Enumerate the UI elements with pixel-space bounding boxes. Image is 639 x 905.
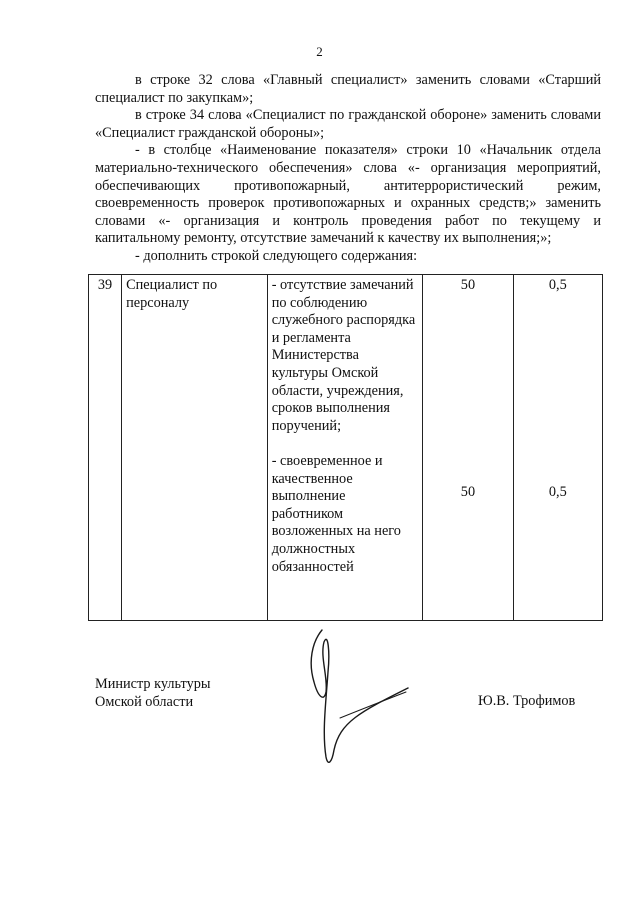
paragraph-3: - в столбце «Наименование показателя» строки 10 «Начальник отдела материально-технического обеспечения» слова «- организация мероприятий, обеспечивающих противопожарный, антитеррористический режим, своевременность проверок противопожарных и охранных средств;» заменить словами «- организация и контроль проведения работ по текущему и капитальному ремонту, отсутствие замечаний к качеству их выполнения;»;: [95, 142, 601, 247]
indicator-table: [88, 274, 603, 621]
position-cell: [122, 275, 268, 621]
signatory-title: [95, 676, 211, 711]
signatory-title-line-1: Министр культуры: [95, 676, 211, 692]
indicators-cell: [267, 275, 423, 621]
paragraph-1: в строке 32 слова «Главный специалист» заменить словами «Старший специалист по закупкам»;: [95, 72, 601, 106]
handwritten-signature: [300, 622, 420, 772]
paragraph-2: в строке 34 слова «Специалист по гражданской обороне» заменить словами «Специалист гражданской обороны»;: [95, 107, 601, 141]
indicator-2-value: 50: [460, 484, 476, 500]
table-row: [89, 275, 603, 621]
values-cell: [423, 275, 513, 621]
indicator-1-value: 50: [460, 277, 476, 293]
position-name: Специалист по персоналу: [126, 277, 218, 311]
amendment-text: [95, 72, 601, 266]
indicator-1-coefficient: 0,5: [548, 277, 567, 293]
row-number-cell: [89, 275, 122, 621]
signatory-name: Ю.В. Трофимов: [478, 693, 576, 709]
page-number: 2: [316, 44, 323, 59]
indicator-1-text: - отсутствие замечаний по соблюдению служебного распорядка и регламента Министерства культуры Омской области, учреждения, сроков выполнения поручений;: [271, 277, 416, 434]
row-number: 39: [97, 277, 113, 293]
coefficients-cell: [513, 275, 602, 621]
paragraph-4: - дополнить строкой следующего содержания:: [135, 247, 418, 264]
indicator-2-coefficient: 0,5: [548, 484, 567, 500]
indicator-2-text: - своевременное и качественное выполнение работником возложенных на него должностных обязанностей: [271, 452, 401, 575]
signatory-title-line-2: Омской области: [95, 693, 194, 710]
